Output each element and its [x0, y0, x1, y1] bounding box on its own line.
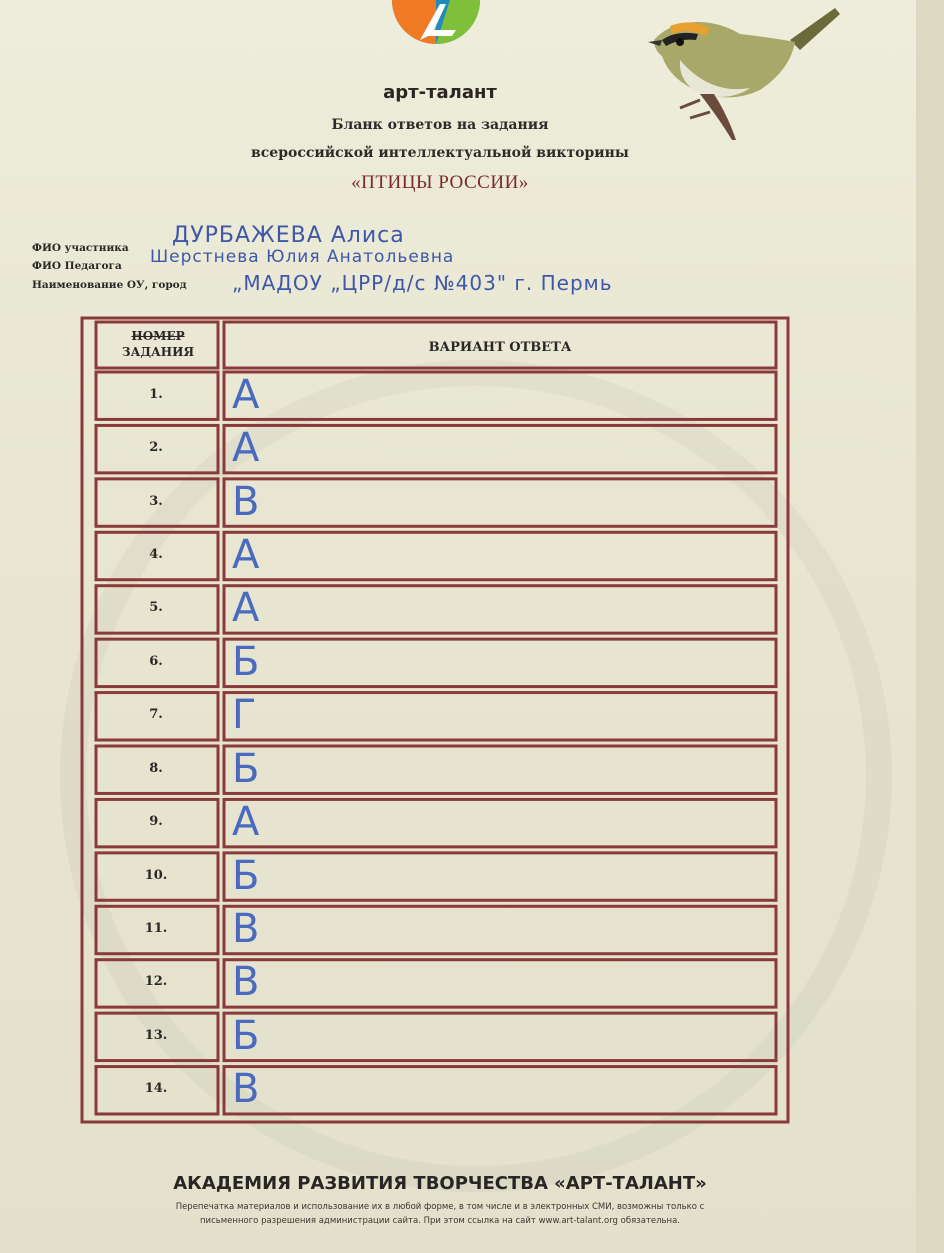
- row-answer-cell: [224, 532, 776, 579]
- header-num-line2: ЗАДАНИЯ: [121, 345, 195, 359]
- row-answer-cell: [224, 479, 776, 526]
- brand-name: арт-талант: [383, 82, 497, 103]
- handwritten-answer[interactable]: Б: [232, 852, 260, 899]
- handwritten-answer[interactable]: Г: [232, 692, 257, 739]
- task-number: 9.: [149, 814, 163, 830]
- copyright-notice-line1: Перепечатка материалов и использование их в любой форме, в том числе и в электронных СМИ, возможны только с: [175, 1202, 705, 1212]
- task-number: 11.: [144, 921, 168, 936]
- task-number: 6.: [149, 653, 163, 669]
- task-number: 10.: [144, 867, 168, 883]
- task-number: 14.: [144, 1081, 168, 1097]
- handwritten-answer[interactable]: В: [232, 959, 260, 1006]
- handwritten-answer[interactable]: Б: [232, 1012, 260, 1059]
- teacher-label: ФИО Педагога: [32, 260, 122, 272]
- handwritten-answer[interactable]: В: [232, 478, 260, 525]
- row-answer-cell: [224, 372, 776, 419]
- row-answer-cell: [224, 799, 776, 846]
- task-number: 1.: [149, 386, 163, 402]
- teacher-value[interactable]: Шерстнева Юлия Анатольевна: [150, 247, 455, 267]
- row-answer-cell: [224, 853, 776, 900]
- header-num-line1: НОМЕР: [131, 329, 185, 343]
- header-answer: ВАРИАНТ ОТВЕТА: [428, 340, 572, 355]
- art-talant-logo-icon: [390, 0, 482, 64]
- form-subtitle: всероссийской интеллектуальной викторины: [251, 145, 629, 161]
- task-number: 2.: [149, 440, 163, 456]
- row-answer-cell: [224, 586, 776, 633]
- task-number: 7.: [149, 707, 163, 723]
- answers-table: [80, 316, 790, 1124]
- row-answer-cell: [224, 693, 776, 740]
- row-answer-cell: [224, 1067, 776, 1114]
- copyright-notice-line2: письменного разрешения администрации сайта. При этом ссылка на сайт www.art-talant.org обязательна.: [199, 1216, 681, 1226]
- row-answer-cell: [224, 425, 776, 472]
- school-value[interactable]: „МАДОУ „ЦРР/д/с №403" г. Пермь: [232, 271, 613, 295]
- row-answer-cell: [224, 960, 776, 1007]
- paper-edge: [916, 0, 944, 1253]
- handwritten-answer[interactable]: Б: [232, 745, 260, 792]
- handwritten-answer[interactable]: А: [232, 371, 260, 418]
- task-number: 8.: [149, 760, 163, 776]
- task-number: 5.: [149, 600, 163, 616]
- participant-label: ФИО участника: [32, 242, 129, 254]
- task-number: 4.: [149, 547, 163, 562]
- task-number: 3.: [149, 493, 163, 509]
- handwritten-answer[interactable]: А: [232, 425, 260, 472]
- row-answer-cell: [224, 906, 776, 953]
- handwritten-answer[interactable]: В: [232, 1066, 260, 1113]
- handwritten-answer[interactable]: А: [232, 799, 260, 846]
- participant-value[interactable]: ДУРБАЖЕВА Алиса: [172, 223, 405, 248]
- form-title: Бланк ответов на задания: [331, 117, 549, 133]
- row-answer-cell: [224, 1013, 776, 1060]
- quiz-name: «ПТИЦЫ РОССИИ»: [351, 172, 529, 193]
- school-label: Наименование ОУ, город: [32, 279, 187, 291]
- header-task-number: [100, 328, 216, 360]
- academy-name: АКАДЕМИЯ РАЗВИТИЯ ТВОРЧЕСТВА «АРТ-ТАЛАНТ»: [173, 1173, 707, 1194]
- task-number: 13.: [144, 1027, 168, 1043]
- task-number: 12.: [144, 974, 168, 990]
- row-answer-cell: [224, 639, 776, 686]
- row-answer-cell: [224, 746, 776, 793]
- handwritten-answer[interactable]: В: [232, 906, 260, 952]
- handwritten-answer[interactable]: Б: [232, 638, 260, 685]
- handwritten-answer[interactable]: А: [232, 585, 260, 632]
- handwritten-answer[interactable]: А: [232, 532, 260, 578]
